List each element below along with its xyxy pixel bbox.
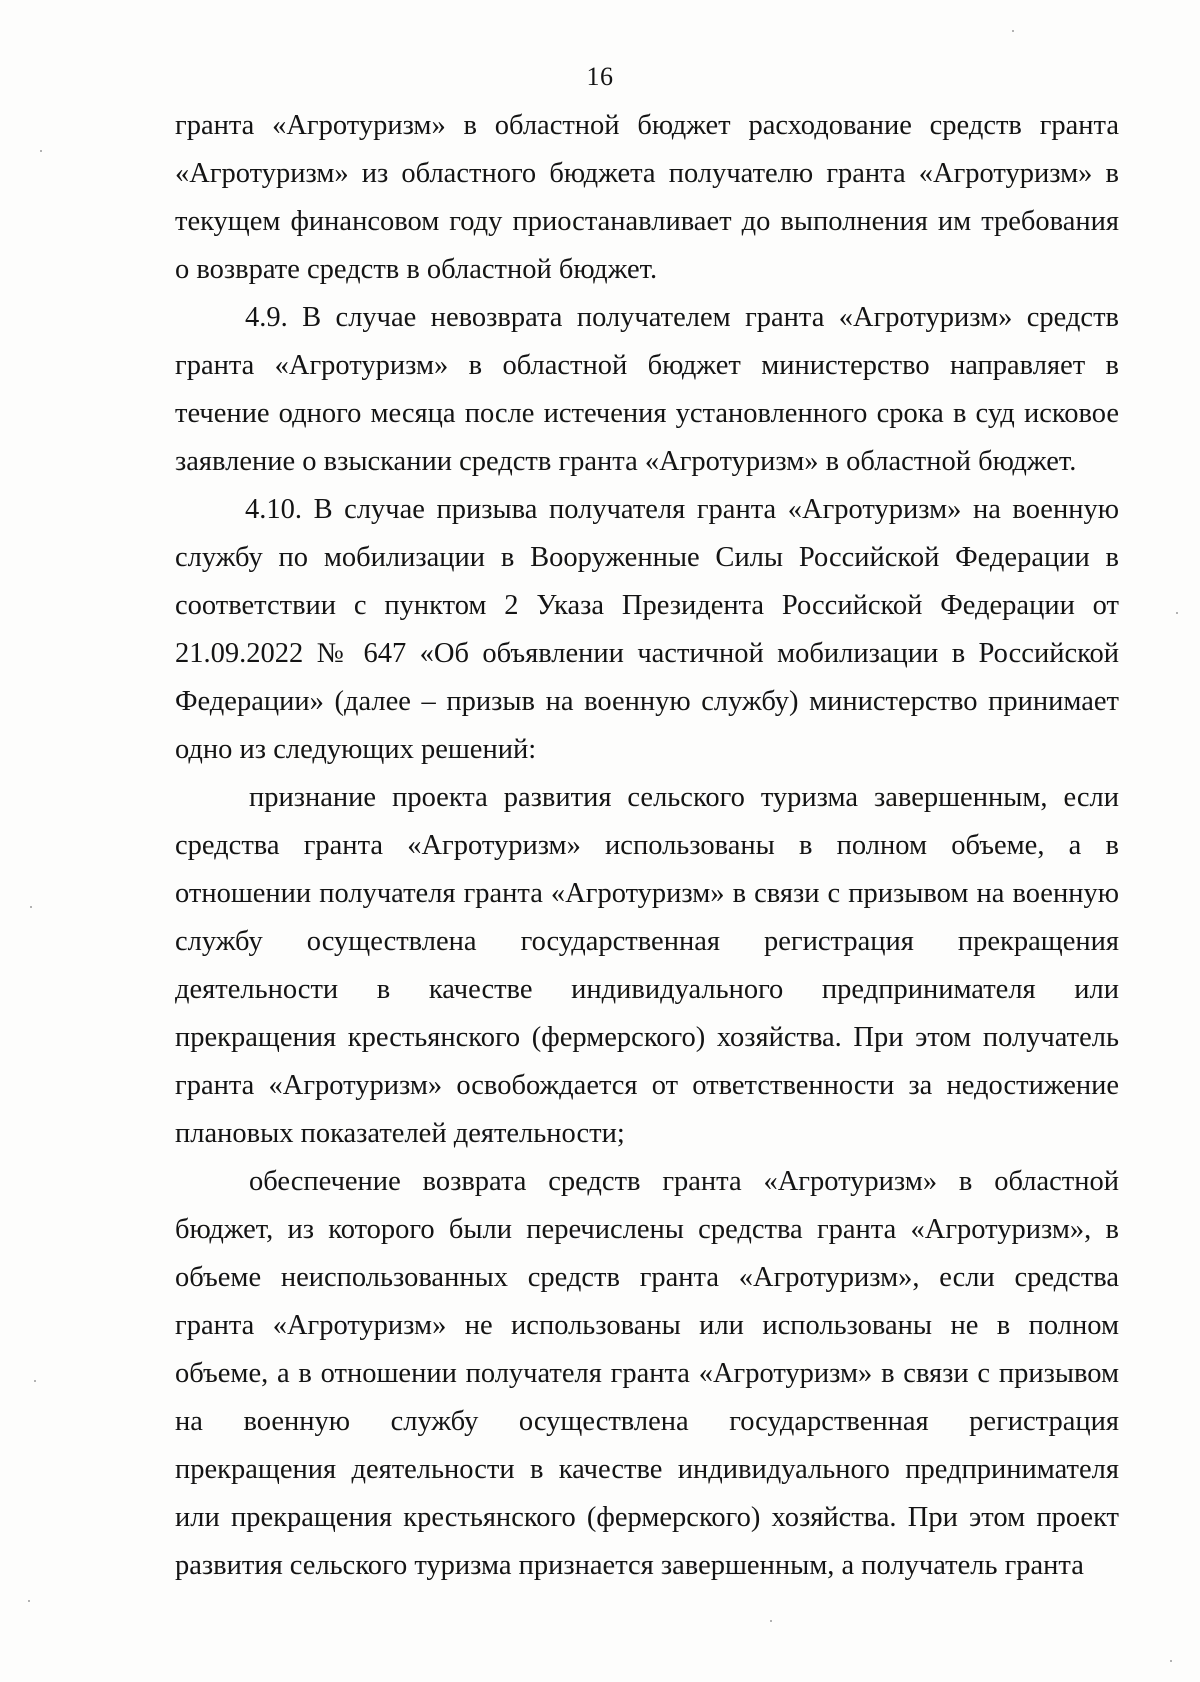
paragraph-decision-completed: признание проекта развития сельского туризма завершенным, если средства гранта «Агротуризм» использованы в полном объеме, а в отношении получателя гранта «Агротуризм» в связи с призывом на военную службу осуществлена государственная регистрация прекращения деятельности в качестве индивидуального предпринимателя или прекращения крестьянского (фермерского) хозяйства. При этом получатель гранта «Агротуризм» освобождается от ответственности за недостижение плановых показателей деятельности; (175, 782, 1119, 1149)
page-number: 16 (586, 62, 614, 91)
scan-speck (34, 1380, 36, 1382)
paragraph-continuation: гранта «Агротуризм» в областной бюджет расходование средств гранта «Агротуризм» из областного бюджета получателю гранта «Агротуризм» в текущем финансовом году приостанавливает до выполнения им требования о возврате средств в областной бюджет. (175, 110, 1119, 285)
scan-speck (28, 1600, 30, 1602)
paragraph-4-10: 4.10. В случае призыва получателя гранта «Агротуризм» на военную службу по мобилизации в Вооруженные Силы Российской Федерации в соответствии с пунктом 2 Указа Президента Российской Федерации от 21.09.2022 № 647 «Об объявлении частичной мобилизации в Российской Федерации» (далее – призыв на военную службу) министерство принимает одно из следующих решений: (175, 494, 1119, 765)
scan-speck (30, 906, 32, 908)
scan-speck (40, 150, 42, 152)
scan-speck (1170, 1660, 1172, 1662)
scan-speck (1176, 612, 1178, 614)
scan-speck (770, 1620, 772, 1622)
paragraph-4-9: 4.9. В случае невозврата получателем гранта «Агротуризм» средств гранта «Агротуризм» в областной бюджет министерство направляет в течение одного месяца после истечения установленного срока в суд исковое заявление о взыскании средств гранта «Агротуризм» в областной бюджет. (175, 302, 1119, 477)
document-body (175, 102, 1119, 1590)
scan-speck (1012, 30, 1014, 32)
paragraph-decision-refund: обеспечение возврата средств гранта «Агротуризм» в областной бюджет, из которого были перечислены средства гранта «Агротуризм», в объеме неиспользованных средств гранта «Агротуризм», если средства гранта «Агротуризм» не использованы или использованы не в полном объеме, а в отношении получателя гранта «Агротуризм» в связи с призывом на военную службу осуществлена государственная регистрация прекращения деятельности в качестве индивидуального предпринимателя или прекращения крестьянского (фермерского) хозяйства. При этом проект развития сельского туризма признается завершенным, а получатель гранта (175, 1166, 1119, 1581)
